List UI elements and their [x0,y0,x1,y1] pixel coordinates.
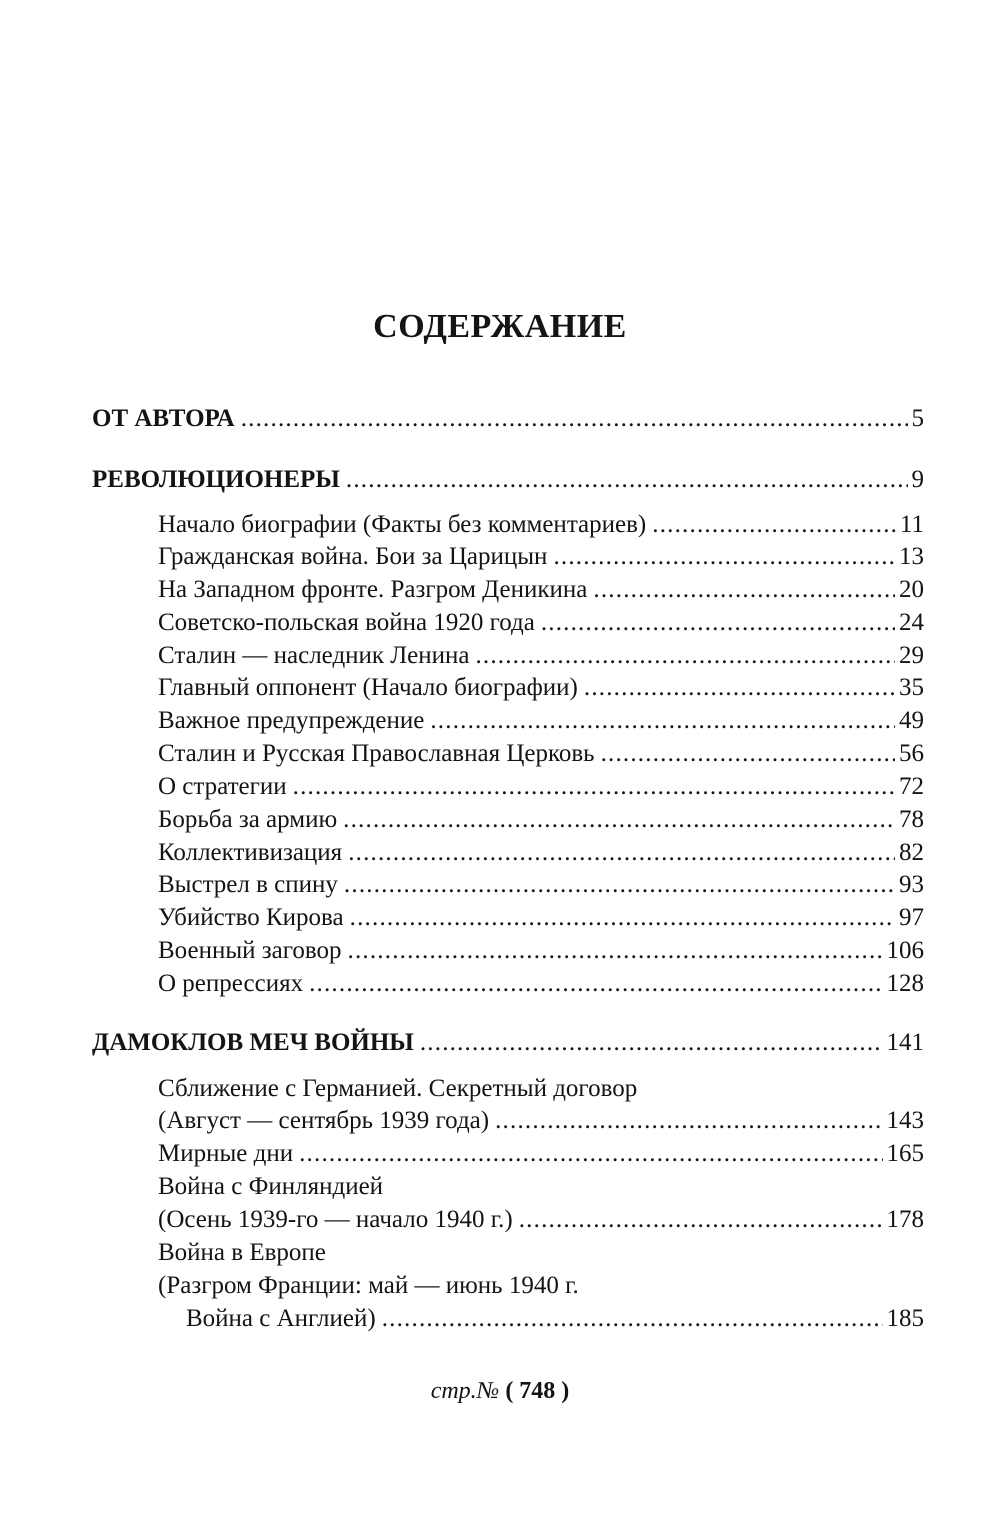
toc-entry[interactable] [158,509,924,541]
toc-page-number: 9 [911,466,924,493]
toc-section[interactable] [92,403,924,435]
toc-entry-title: Мирные дни [158,1140,294,1167]
toc-entry[interactable] [158,869,924,901]
footer-page-label: стр.№ [430,1378,500,1404]
toc-entry[interactable] [158,902,924,934]
toc-entry[interactable] [158,607,924,639]
toc-entry-title: О репрессиях [158,970,304,997]
toc-entry[interactable] [158,738,924,770]
toc-entry-title: Важное предупреждение [158,707,425,734]
toc-page-number: 11 [899,511,924,538]
toc-entry-title-line: Война с Финляндией [158,1173,384,1200]
dot-leader [495,1105,882,1137]
toc-entry-title: (Осень 1939-го — начало 1940 г.) [158,1206,513,1233]
toc-entry-title: ОТ АВТОРА [92,405,235,432]
toc-entry-title: О стратегии [158,773,287,800]
toc-entry[interactable] [158,1105,924,1137]
toc-page-number: 49 [899,707,924,734]
dot-leader [309,968,882,1000]
toc-entry-title: Главный оппонент (Начало биографии) [158,674,578,701]
dot-leader [348,935,883,967]
dot-leader [344,869,895,901]
dot-leader [652,509,896,541]
toc-entry[interactable] [158,541,924,573]
toc-entry-title: Военный заговор [158,937,342,964]
dot-leader [430,705,895,737]
toc-entry-title-line: Сближение с Германией. Секретный договор [158,1075,638,1102]
dot-leader [601,738,895,770]
toc-page-number: 56 [899,740,924,767]
dot-leader [382,1303,883,1335]
toc-page-number: 178 [886,1206,924,1233]
toc-page-number: 82 [899,839,924,866]
toc-entry[interactable] [158,837,924,869]
toc-entry-title: Гражданская война. Бои за Царицын [158,543,548,570]
dot-leader [420,1027,883,1059]
dot-leader [346,464,908,496]
toc-entry-title: Сталин — наследник Ленина [158,642,470,669]
footer-page-number: ( 748 ) [505,1378,570,1404]
toc-entry[interactable] [158,935,924,967]
toc-page-number: 20 [899,576,924,603]
toc-section[interactable] [92,464,924,496]
dot-leader [519,1204,883,1236]
toc-page-number: 5 [911,405,924,432]
toc-page-number: 24 [899,609,924,636]
toc-entry-title: Коллективизация [158,839,343,866]
toc-entry-title: (Август — сентябрь 1939 года) [158,1107,490,1134]
toc-page-number: 165 [886,1140,924,1167]
toc-entry-title: На Западном фронте. Разгром Деникина [158,576,588,603]
dot-leader [584,672,895,704]
toc-entry[interactable] [158,771,924,803]
dot-leader [343,804,895,836]
toc-entry-title: Выстрел в спину [158,871,338,898]
toc-entry-title: Война с Англией) [186,1305,376,1332]
toc-page-number: 72 [899,773,924,800]
toc-page-number: 35 [899,674,924,701]
toc-entry-title: Начало биографии (Факты без комментариев) [158,511,647,538]
toc-page-number: 141 [886,1029,924,1056]
toc-page-number: 185 [886,1305,924,1332]
dot-leader [299,1138,882,1170]
toc-page-number: 106 [886,937,924,964]
toc-entry-title-line: Война в Европе [158,1239,326,1266]
page-footer [0,1378,1000,1405]
toc-entry-title-line: (Разгром Франции: май — июнь 1940 г. [158,1272,579,1299]
toc-entry-title: Убийство Кирова [158,904,344,931]
toc-entry[interactable] [158,1138,924,1170]
toc-entry[interactable] [158,705,924,737]
toc-entry-title: РЕВОЛЮЦИОНЕРЫ [92,466,340,493]
dot-leader [293,771,895,803]
dot-leader [541,607,895,639]
toc-page-number: 93 [899,871,924,898]
page-title: СОДЕРЖАНИЕ [373,308,627,345]
toc-entry[interactable] [158,968,924,1000]
toc-page-number: 29 [899,642,924,669]
dot-leader [475,640,895,672]
dot-leader [553,541,895,573]
toc-entry-title: Советско-польская война 1920 года [158,609,535,636]
dot-leader [350,902,895,934]
toc-page-number: 128 [886,970,924,997]
toc-page-number: 143 [886,1107,924,1134]
toc-entry[interactable] [158,804,924,836]
toc-entry-title: Сталин и Русская Православная Церковь [158,740,595,767]
toc-entry-title: Борьба за армию [158,806,338,833]
dot-leader [593,574,895,606]
toc-section[interactable] [92,1027,924,1059]
toc-entry[interactable] [186,1303,924,1335]
dot-leader [241,403,908,435]
dot-leader [348,837,895,869]
toc-page-number: 13 [899,543,924,570]
toc-entry[interactable] [158,574,924,606]
toc-entry-title: ДАМОКЛОВ МЕЧ ВОЙНЫ [92,1029,414,1056]
toc-entry[interactable] [158,1204,924,1236]
toc-page-number: 97 [899,904,924,931]
toc-entry[interactable] [158,640,924,672]
toc-entry[interactable] [158,672,924,704]
toc-page-number: 78 [899,806,924,833]
